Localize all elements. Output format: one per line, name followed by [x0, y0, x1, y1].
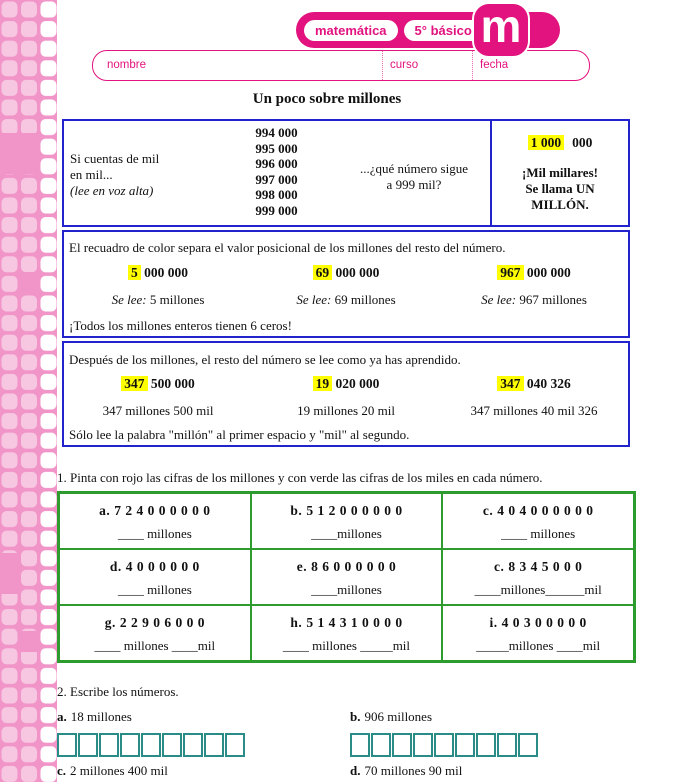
box3-numbers: [64, 376, 628, 392]
exercise2-item-b: b. 906 millones: [350, 709, 433, 724]
course-field[interactable]: curso: [390, 59, 419, 71]
example-reading: 347 millones 40 mil 326: [470, 403, 598, 418]
intro-box: [62, 119, 630, 227]
table-cell[interactable]: e. 8 6 0 0 0 0 0 0 ____millones: [251, 549, 443, 605]
exercise2-instruction: 2. Escribe los números.: [57, 684, 179, 699]
place-value-box: [62, 230, 630, 338]
example-reading: Se lee: 69 millones: [296, 292, 396, 307]
digit-box[interactable]: [141, 733, 161, 757]
box2-intro: El recuadro de color separa el valor posicional de los millones del resto del número.: [69, 240, 506, 255]
million-number: 1 000 000: [492, 135, 628, 151]
digit-box[interactable]: [518, 733, 538, 757]
digit-box[interactable]: [392, 733, 412, 757]
digit-box[interactable]: [225, 733, 245, 757]
subject-pill: matemática: [304, 20, 398, 41]
count-list: 994 000 995 000 996 000 997 000 998 000 999 000: [255, 125, 298, 218]
example-number: 69 000 000: [252, 265, 440, 281]
answer-blank[interactable]: ____ millones: [117, 526, 192, 541]
exercise2-item-d: d. 70 millones 90 mil: [350, 763, 463, 778]
million-cell: [492, 121, 628, 213]
digit-box[interactable]: [476, 733, 496, 757]
reading-box: [62, 341, 630, 447]
example-number: 347 040 326: [440, 376, 628, 392]
digit-box[interactable]: [183, 733, 203, 757]
field-divider: [382, 51, 383, 80]
digit-box[interactable]: [350, 733, 370, 757]
table-cell[interactable]: a. 7 2 4 0 0 0 0 0 0 ____ millones: [59, 493, 251, 549]
box3-intro: Después de los millones, el resto del número se lee como ya has aprendido.: [69, 352, 461, 367]
answer-blank[interactable]: ____millones: [311, 526, 382, 541]
date-field[interactable]: fecha: [480, 59, 509, 71]
page-title: Un poco sobre millones: [252, 91, 402, 107]
million-note: ¡Mil millares! Se llama UN MILLÓN.: [522, 165, 598, 212]
exercise1-table: [57, 491, 636, 663]
table-cell[interactable]: h. 5 1 4 3 1 0 0 0 0 ____ millones _____mil: [251, 605, 443, 661]
table-cell[interactable]: c. 8 3 4 5 0 0 0 ____millones______mil: [442, 549, 634, 605]
digit-box[interactable]: [371, 733, 391, 757]
example-reading: Se lee: 967 millones: [481, 292, 587, 307]
answer-blank[interactable]: ____millones: [311, 582, 382, 597]
brand-logo-icon: [472, 2, 530, 58]
table-cell[interactable]: g. 2 2 9 0 6 0 0 0 ____ millones ____mil: [59, 605, 251, 661]
answer-blank[interactable]: _____millones ____mil: [476, 638, 601, 653]
example-reading: 347 millones 500 mil: [102, 403, 214, 418]
count-prompt: Si cuentas de mil en mil... (lee en voz alta): [70, 151, 160, 198]
table-cell[interactable]: d. 4 0 0 0 0 0 0 ____ millones: [59, 549, 251, 605]
digit-boxes-b: [350, 733, 538, 757]
name-field[interactable]: nombre: [107, 59, 146, 71]
answer-blank[interactable]: ____millones______mil: [474, 582, 602, 597]
digit-box[interactable]: [57, 733, 77, 757]
box3-readings: [64, 403, 628, 419]
digit-boxes-a: [57, 733, 245, 757]
side-pattern: [0, 0, 57, 782]
digit-box[interactable]: [78, 733, 98, 757]
answer-blank[interactable]: ____ millones: [117, 582, 192, 597]
example-number: 5 000 000: [64, 265, 252, 281]
digit-box[interactable]: [413, 733, 433, 757]
example-number: 19 020 000: [252, 376, 440, 392]
digit-box[interactable]: [120, 733, 140, 757]
question-text: ...¿qué número sigue a 999 mil?: [360, 161, 468, 192]
answer-blank[interactable]: ____ millones _____mil: [282, 638, 411, 653]
digit-box[interactable]: [99, 733, 119, 757]
example-number: 347 500 000: [64, 376, 252, 392]
table-cell[interactable]: i. 4 0 3 0 0 0 0 0 _____millones ____mil: [442, 605, 634, 661]
digit-box[interactable]: [204, 733, 224, 757]
digit-box[interactable]: [162, 733, 182, 757]
brand-logo-letter: m: [480, 0, 522, 52]
example-number: 967 000 000: [440, 265, 628, 281]
field-divider: [472, 51, 473, 80]
box3-footer: Sólo lee la palabra "millón" al primer espacio y "mil" al segundo.: [69, 427, 410, 442]
box2-numbers: [64, 265, 628, 281]
table-cell[interactable]: b. 5 1 2 0 0 0 0 0 0 ____millones: [251, 493, 443, 549]
digit-box[interactable]: [434, 733, 454, 757]
example-reading: Se lee: 5 millones: [111, 292, 205, 307]
example-reading: 19 millones 20 mil: [297, 403, 395, 418]
grade-pill: 5° básico: [404, 20, 483, 41]
answer-blank[interactable]: ____ millones ____mil: [94, 638, 216, 653]
box2-footer: ¡Todos los millones enteros tienen 6 ceros!: [69, 318, 292, 333]
digit-box[interactable]: [455, 733, 475, 757]
exercise2-item-c: c. 2 millones 400 mil: [57, 763, 168, 778]
exercise2-item-a: a. 18 millones: [57, 709, 132, 724]
box2-readings: [64, 292, 628, 308]
exercise1-instruction: 1. Pinta con rojo las cifras de los millones y con verde las cifras de los miles en cada número.: [57, 470, 543, 485]
answer-blank[interactable]: ____ millones: [501, 526, 576, 541]
table-cell[interactable]: c. 4 0 4 0 0 0 0 0 0 ____ millones: [442, 493, 634, 549]
digit-box[interactable]: [497, 733, 517, 757]
